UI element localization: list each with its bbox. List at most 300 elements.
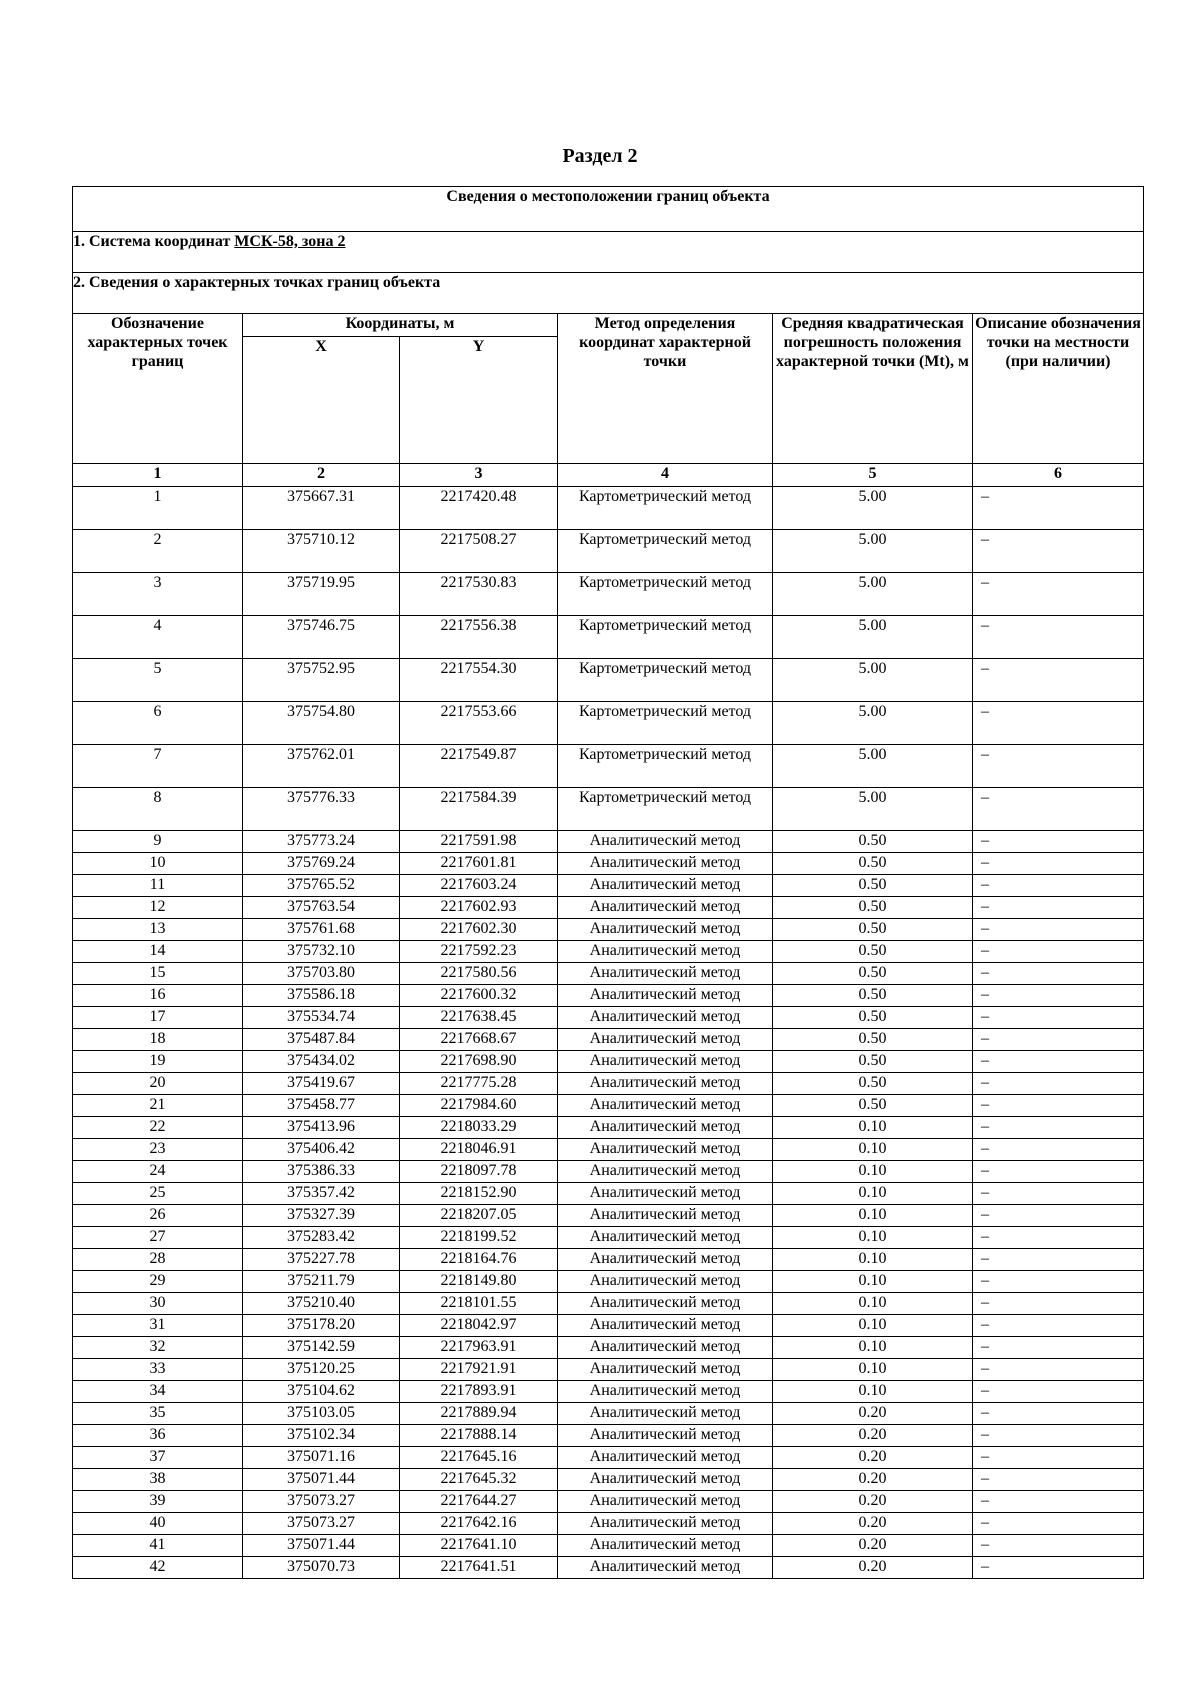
description: –	[973, 530, 1144, 573]
coord-x: 375071.44	[243, 1469, 400, 1491]
method: Аналитический метод	[558, 831, 773, 853]
error-value: 0.50	[773, 875, 973, 897]
method: Аналитический метод	[558, 985, 773, 1007]
point-number: 23	[73, 1139, 243, 1161]
error-value: 0.10	[773, 1249, 973, 1271]
coord-y: 2218046.91	[400, 1139, 558, 1161]
coord-x: 375710.12	[243, 530, 400, 573]
method: Картометрический метод	[558, 573, 773, 616]
point-number: 21	[73, 1095, 243, 1117]
description: –	[973, 1293, 1144, 1315]
coord-x: 375071.44	[243, 1535, 400, 1557]
method: Аналитический метод	[558, 1557, 773, 1579]
table-row	[73, 1073, 1144, 1095]
description: –	[973, 616, 1144, 659]
description: –	[973, 1051, 1144, 1073]
description: –	[973, 963, 1144, 985]
description: –	[973, 573, 1144, 616]
description: –	[973, 702, 1144, 745]
coord-x: 375073.27	[243, 1491, 400, 1513]
method: Аналитический метод	[558, 1381, 773, 1403]
method: Аналитический метод	[558, 1139, 773, 1161]
coord-y: 2217530.83	[400, 573, 558, 616]
method: Аналитический метод	[558, 853, 773, 875]
point-number: 1	[73, 487, 243, 530]
coord-x: 375776.33	[243, 788, 400, 831]
table-row	[73, 875, 1144, 897]
coord-y: 2217921.91	[400, 1359, 558, 1381]
table-row	[73, 853, 1144, 875]
table-title: Сведения о местоположении границ объекта	[73, 187, 1144, 232]
error-value: 0.50	[773, 941, 973, 963]
table-row	[73, 616, 1144, 659]
point-number: 29	[73, 1271, 243, 1293]
description: –	[973, 1205, 1144, 1227]
description: –	[973, 1029, 1144, 1051]
error-value: 0.10	[773, 1161, 973, 1183]
table-row	[73, 1051, 1144, 1073]
coord-y: 2217549.87	[400, 745, 558, 788]
column-number: 1	[73, 464, 243, 487]
table-row	[73, 1139, 1144, 1161]
table-row	[73, 702, 1144, 745]
coordinate-system-label: 1. Система координат	[73, 233, 231, 250]
table-row	[73, 1535, 1144, 1557]
header-x: X	[243, 337, 400, 464]
coord-y: 2217963.91	[400, 1337, 558, 1359]
boundary-points-table	[72, 186, 1144, 1579]
point-number: 19	[73, 1051, 243, 1073]
method: Аналитический метод	[558, 1007, 773, 1029]
header-method: Метод определения координат характерной точки	[558, 314, 773, 464]
error-value: 0.50	[773, 1095, 973, 1117]
description: –	[973, 1535, 1144, 1557]
coord-x: 375210.40	[243, 1293, 400, 1315]
error-value: 5.00	[773, 530, 973, 573]
coord-x: 375773.24	[243, 831, 400, 853]
table-row	[73, 487, 1144, 530]
method: Аналитический метод	[558, 1293, 773, 1315]
coord-x: 375534.74	[243, 1007, 400, 1029]
point-number: 41	[73, 1535, 243, 1557]
description: –	[973, 1403, 1144, 1425]
method: Картометрический метод	[558, 616, 773, 659]
point-number: 14	[73, 941, 243, 963]
point-number: 10	[73, 853, 243, 875]
point-number: 40	[73, 1513, 243, 1535]
method: Аналитический метод	[558, 1227, 773, 1249]
coord-x: 375719.95	[243, 573, 400, 616]
coord-x: 375769.24	[243, 853, 400, 875]
error-value: 0.50	[773, 897, 973, 919]
coord-x: 375754.80	[243, 702, 400, 745]
coord-y: 2217584.39	[400, 788, 558, 831]
coord-x: 375752.95	[243, 659, 400, 702]
coord-x: 375070.73	[243, 1557, 400, 1579]
table-row	[73, 573, 1144, 616]
point-number: 27	[73, 1227, 243, 1249]
table-row	[73, 897, 1144, 919]
error-value: 0.10	[773, 1337, 973, 1359]
coord-y: 2217641.51	[400, 1557, 558, 1579]
table-row	[73, 1205, 1144, 1227]
coord-y: 2218042.97	[400, 1315, 558, 1337]
point-number: 12	[73, 897, 243, 919]
table-row	[73, 985, 1144, 1007]
error-value: 0.50	[773, 1073, 973, 1095]
table-row	[73, 1337, 1144, 1359]
method: Аналитический метод	[558, 1425, 773, 1447]
coord-x: 375586.18	[243, 985, 400, 1007]
table-row	[73, 1491, 1144, 1513]
error-value: 0.10	[773, 1183, 973, 1205]
error-value: 0.10	[773, 1315, 973, 1337]
coord-x: 375732.10	[243, 941, 400, 963]
method: Аналитический метод	[558, 1271, 773, 1293]
coord-x: 375413.96	[243, 1117, 400, 1139]
table-row	[73, 1183, 1144, 1205]
description: –	[973, 1337, 1144, 1359]
description: –	[973, 941, 1144, 963]
coord-x: 375327.39	[243, 1205, 400, 1227]
header-designation: Обозначение характерных точек границ	[73, 314, 243, 464]
error-value: 5.00	[773, 487, 973, 530]
coord-x: 375419.67	[243, 1073, 400, 1095]
coord-y: 2217984.60	[400, 1095, 558, 1117]
point-number: 26	[73, 1205, 243, 1227]
coord-x: 375073.27	[243, 1513, 400, 1535]
method: Аналитический метод	[558, 1447, 773, 1469]
method: Аналитический метод	[558, 1337, 773, 1359]
table-row	[73, 1425, 1144, 1447]
description: –	[973, 788, 1144, 831]
method: Аналитический метод	[558, 1183, 773, 1205]
method: Картометрический метод	[558, 788, 773, 831]
method: Картометрический метод	[558, 487, 773, 530]
point-number: 36	[73, 1425, 243, 1447]
table-row	[73, 530, 1144, 573]
description: –	[973, 1073, 1144, 1095]
table-row	[73, 1315, 1144, 1337]
method: Аналитический метод	[558, 1095, 773, 1117]
method: Аналитический метод	[558, 1117, 773, 1139]
coord-x: 375746.75	[243, 616, 400, 659]
error-value: 0.50	[773, 831, 973, 853]
point-number: 16	[73, 985, 243, 1007]
table-row	[73, 941, 1144, 963]
error-value: 0.50	[773, 963, 973, 985]
method: Аналитический метод	[558, 1359, 773, 1381]
coord-x: 375434.02	[243, 1051, 400, 1073]
coord-x: 375071.16	[243, 1447, 400, 1469]
error-value: 0.10	[773, 1271, 973, 1293]
column-number: 4	[558, 464, 773, 487]
description: –	[973, 1491, 1144, 1513]
coord-y: 2217602.30	[400, 919, 558, 941]
header-description: Описание обозначения точки на местности (при наличии)	[973, 314, 1144, 464]
coord-y: 2217553.66	[400, 702, 558, 745]
coord-y: 2218101.55	[400, 1293, 558, 1315]
method: Аналитический метод	[558, 919, 773, 941]
method: Аналитический метод	[558, 1491, 773, 1513]
coord-y: 2217420.48	[400, 487, 558, 530]
point-number: 11	[73, 875, 243, 897]
coord-x: 375283.42	[243, 1227, 400, 1249]
coord-y: 2218033.29	[400, 1117, 558, 1139]
method: Аналитический метод	[558, 1513, 773, 1535]
description: –	[973, 1007, 1144, 1029]
point-number: 8	[73, 788, 243, 831]
method: Картометрический метод	[558, 530, 773, 573]
point-number: 38	[73, 1469, 243, 1491]
coord-x: 375211.79	[243, 1271, 400, 1293]
coord-y: 2218164.76	[400, 1249, 558, 1271]
coordinate-system	[73, 232, 1144, 273]
table-row	[73, 1117, 1144, 1139]
method: Аналитический метод	[558, 1469, 773, 1491]
description: –	[973, 745, 1144, 788]
point-number: 15	[73, 963, 243, 985]
coord-y: 2217645.16	[400, 1447, 558, 1469]
method: Аналитический метод	[558, 1535, 773, 1557]
coord-y: 2218152.90	[400, 1183, 558, 1205]
method: Аналитический метод	[558, 1073, 773, 1095]
method: Аналитический метод	[558, 1315, 773, 1337]
column-number: 3	[400, 464, 558, 487]
error-value: 0.50	[773, 1051, 973, 1073]
point-number: 37	[73, 1447, 243, 1469]
coord-y: 2217554.30	[400, 659, 558, 702]
method: Аналитический метод	[558, 1029, 773, 1051]
column-number: 2	[243, 464, 400, 487]
coord-y: 2217888.14	[400, 1425, 558, 1447]
point-number: 42	[73, 1557, 243, 1579]
table-row	[73, 1557, 1144, 1579]
error-value: 0.10	[773, 1139, 973, 1161]
coord-y: 2217645.32	[400, 1469, 558, 1491]
coord-y: 2218207.05	[400, 1205, 558, 1227]
method: Аналитический метод	[558, 1205, 773, 1227]
error-value: 0.50	[773, 1029, 973, 1051]
header-error: Средняя квадратическая погрешность положения характерной точки (Mt), м	[773, 314, 973, 464]
description: –	[973, 1249, 1144, 1271]
point-number: 2	[73, 530, 243, 573]
error-value: 0.10	[773, 1117, 973, 1139]
point-number: 28	[73, 1249, 243, 1271]
coord-x: 375763.54	[243, 897, 400, 919]
coord-y: 2217600.32	[400, 985, 558, 1007]
coord-x: 375703.80	[243, 963, 400, 985]
table-row	[73, 1029, 1144, 1051]
coord-y: 2217893.91	[400, 1381, 558, 1403]
error-value: 0.20	[773, 1425, 973, 1447]
description: –	[973, 919, 1144, 941]
table-row	[73, 963, 1144, 985]
error-value: 0.20	[773, 1535, 973, 1557]
header-coordinates: Координаты, м	[243, 314, 558, 337]
error-value: 5.00	[773, 573, 973, 616]
error-value: 0.20	[773, 1491, 973, 1513]
point-number: 6	[73, 702, 243, 745]
coord-x: 375667.31	[243, 487, 400, 530]
coord-x: 375104.62	[243, 1381, 400, 1403]
coord-y: 2217591.98	[400, 831, 558, 853]
method: Аналитический метод	[558, 1051, 773, 1073]
description: –	[973, 1381, 1144, 1403]
coord-x: 375487.84	[243, 1029, 400, 1051]
point-number: 4	[73, 616, 243, 659]
coord-y: 2217642.16	[400, 1513, 558, 1535]
description: –	[973, 1139, 1144, 1161]
description: –	[973, 1469, 1144, 1491]
description: –	[973, 1315, 1144, 1337]
table-row	[73, 1381, 1144, 1403]
table-row	[73, 1513, 1144, 1535]
description: –	[973, 1425, 1144, 1447]
table-row	[73, 1447, 1144, 1469]
error-value: 0.10	[773, 1205, 973, 1227]
column-number: 6	[973, 464, 1144, 487]
table-row	[73, 1293, 1144, 1315]
coord-x: 375386.33	[243, 1161, 400, 1183]
description: –	[973, 1183, 1144, 1205]
table-row	[73, 788, 1144, 831]
description: –	[973, 1557, 1144, 1579]
section-title: Раздел 2	[562, 145, 638, 167]
error-value: 0.20	[773, 1513, 973, 1535]
column-number-row	[73, 464, 1144, 487]
description: –	[973, 831, 1144, 853]
coord-x: 375765.52	[243, 875, 400, 897]
coordinate-system-value: МСК-58, зона 2	[234, 233, 346, 250]
coord-y: 2217775.28	[400, 1073, 558, 1095]
coord-y: 2217603.24	[400, 875, 558, 897]
point-number: 9	[73, 831, 243, 853]
error-value: 0.50	[773, 985, 973, 1007]
description: –	[973, 985, 1144, 1007]
description: –	[973, 659, 1144, 702]
description: –	[973, 1227, 1144, 1249]
description: –	[973, 897, 1144, 919]
error-value: 5.00	[773, 745, 973, 788]
method: Аналитический метод	[558, 1403, 773, 1425]
point-number: 20	[73, 1073, 243, 1095]
point-number: 3	[73, 573, 243, 616]
description: –	[973, 1271, 1144, 1293]
table-row	[73, 1403, 1144, 1425]
coord-y: 2217592.23	[400, 941, 558, 963]
point-number: 17	[73, 1007, 243, 1029]
coord-x: 375406.42	[243, 1139, 400, 1161]
point-number: 7	[73, 745, 243, 788]
error-value: 0.10	[773, 1359, 973, 1381]
point-number: 31	[73, 1315, 243, 1337]
description: –	[973, 1447, 1144, 1469]
coord-y: 2217889.94	[400, 1403, 558, 1425]
table-row	[73, 1271, 1144, 1293]
error-value: 5.00	[773, 702, 973, 745]
description: –	[973, 1117, 1144, 1139]
method: Картометрический метод	[558, 659, 773, 702]
table-row	[73, 1095, 1144, 1117]
error-value: 0.20	[773, 1557, 973, 1579]
method: Картометрический метод	[558, 745, 773, 788]
point-number: 24	[73, 1161, 243, 1183]
error-value: 0.50	[773, 1007, 973, 1029]
point-number: 39	[73, 1491, 243, 1513]
point-number: 33	[73, 1359, 243, 1381]
coord-y: 2217698.90	[400, 1051, 558, 1073]
point-number: 34	[73, 1381, 243, 1403]
table-row	[73, 1359, 1144, 1381]
description: –	[973, 1095, 1144, 1117]
error-value: 0.20	[773, 1469, 973, 1491]
coord-x: 375227.78	[243, 1249, 400, 1271]
coord-y: 2217602.93	[400, 897, 558, 919]
point-number: 13	[73, 919, 243, 941]
table-row	[73, 831, 1144, 853]
coord-y: 2218149.80	[400, 1271, 558, 1293]
description: –	[973, 875, 1144, 897]
error-value: 0.20	[773, 1447, 973, 1469]
table-row	[73, 1227, 1144, 1249]
error-value: 0.50	[773, 919, 973, 941]
description: –	[973, 487, 1144, 530]
table-row	[73, 1007, 1144, 1029]
coord-x: 375761.68	[243, 919, 400, 941]
point-number: 18	[73, 1029, 243, 1051]
coord-y: 2217638.45	[400, 1007, 558, 1029]
method: Аналитический метод	[558, 941, 773, 963]
point-number: 30	[73, 1293, 243, 1315]
method: Картометрический метод	[558, 702, 773, 745]
description: –	[973, 1513, 1144, 1535]
coord-x: 375120.25	[243, 1359, 400, 1381]
error-value: 5.00	[773, 788, 973, 831]
point-number: 32	[73, 1337, 243, 1359]
coord-y: 2218097.78	[400, 1161, 558, 1183]
method: Аналитический метод	[558, 897, 773, 919]
point-number: 22	[73, 1117, 243, 1139]
point-number: 35	[73, 1403, 243, 1425]
coord-x: 375458.77	[243, 1095, 400, 1117]
table-row	[73, 659, 1144, 702]
method: Аналитический метод	[558, 963, 773, 985]
method: Аналитический метод	[558, 875, 773, 897]
coord-y: 2218199.52	[400, 1227, 558, 1249]
error-value: 0.20	[773, 1403, 973, 1425]
point-number: 25	[73, 1183, 243, 1205]
description: –	[973, 1161, 1144, 1183]
coord-y: 2217641.10	[400, 1535, 558, 1557]
error-value: 0.10	[773, 1293, 973, 1315]
table-row	[73, 1469, 1144, 1491]
coord-y: 2217556.38	[400, 616, 558, 659]
coord-y: 2217601.81	[400, 853, 558, 875]
coord-x: 375357.42	[243, 1183, 400, 1205]
point-number: 5	[73, 659, 243, 702]
error-value: 0.50	[773, 853, 973, 875]
table-row	[73, 745, 1144, 788]
description: –	[973, 853, 1144, 875]
description: –	[973, 1359, 1144, 1381]
error-value: 5.00	[773, 659, 973, 702]
error-value: 0.10	[773, 1227, 973, 1249]
table-row	[73, 1161, 1144, 1183]
coord-x: 375178.20	[243, 1315, 400, 1337]
coord-x: 375142.59	[243, 1337, 400, 1359]
coord-x: 375102.34	[243, 1425, 400, 1447]
